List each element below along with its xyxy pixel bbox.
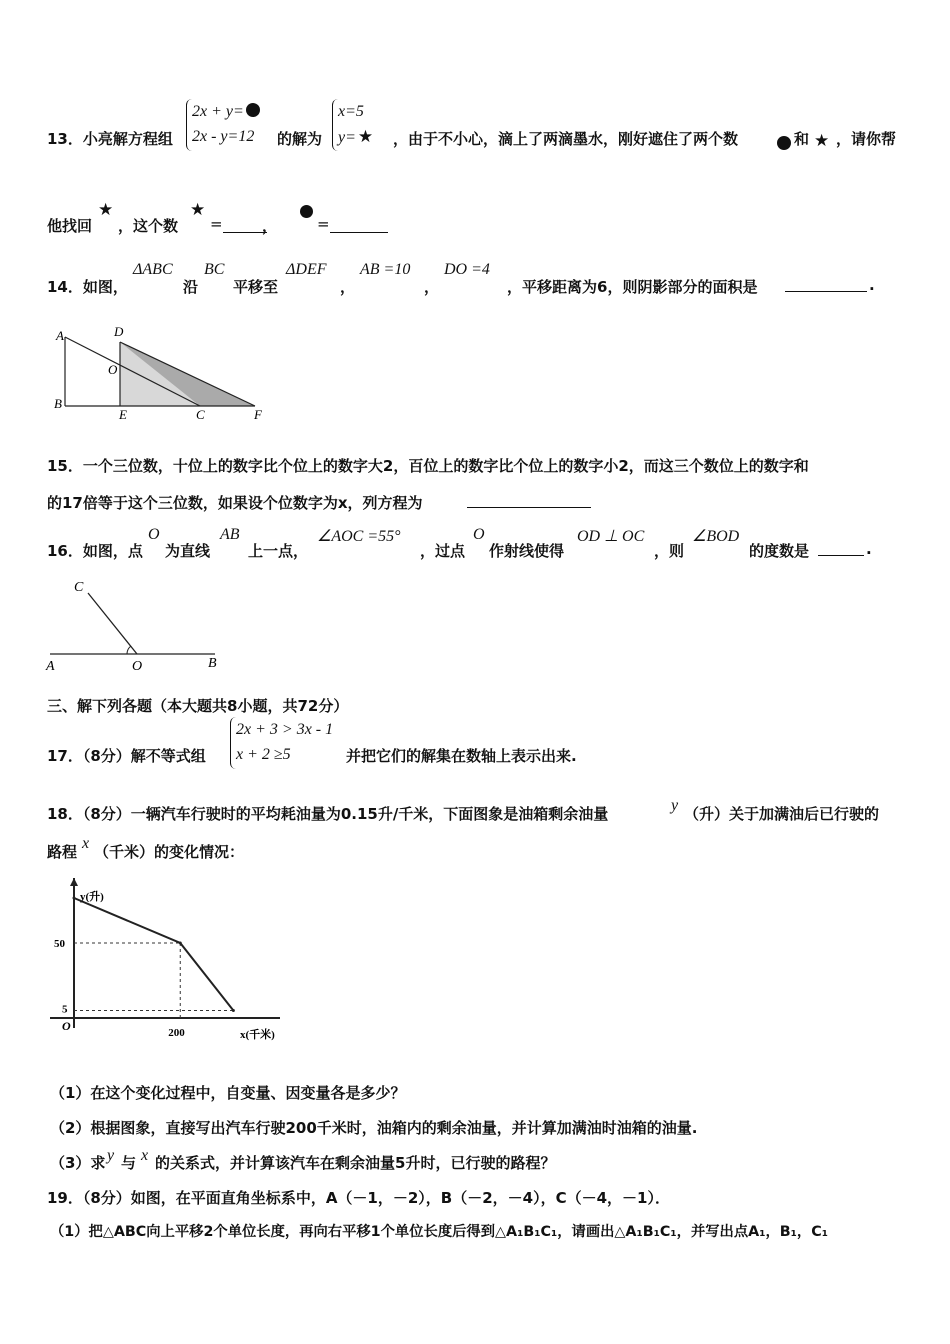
label-o: O: [108, 362, 118, 377]
y-axis-label: y(升): [80, 891, 104, 903]
q14-suffix: ，平移距离为6，则阴影部分的面积是: [507, 278, 758, 296]
q13-sol-row2: y=: [338, 129, 356, 146]
q15-line2: 的17倍等于这个三位数，如果设个位数字为x，列方程为: [47, 494, 423, 512]
data-point: [179, 942, 182, 945]
q13-sol-row1: x=5: [338, 103, 364, 120]
q18-line2b: （千米）的变化情况：: [94, 843, 245, 861]
label-c: C: [196, 407, 205, 422]
x-axis-label: x(千米): [240, 1029, 275, 1041]
q13-prefix: 13．小亮解方程组: [47, 130, 173, 148]
series-line: [74, 898, 233, 1011]
y-axis-arrow: [70, 878, 78, 886]
q16-ab: AB: [220, 526, 240, 543]
ink-blot-star-icon: ★: [814, 131, 830, 151]
answer-blank-star[interactable]: [223, 218, 267, 233]
q13-equation-system: [186, 99, 260, 151]
q13-text-a: ，由于不小心，滴上了两滴墨水，刚好遮住了两个数: [393, 130, 739, 148]
q13-eq-star: =: [210, 215, 267, 233]
label-e: E: [119, 407, 127, 422]
answer-blank-circle[interactable]: [330, 218, 388, 233]
label-c: C: [74, 580, 84, 595]
q13-solution: [332, 99, 373, 151]
y-tick-label: 50: [54, 938, 65, 950]
ink-blot-circle-icon: [246, 103, 260, 117]
label-b: B: [208, 656, 217, 671]
star-icon: ★: [190, 200, 206, 220]
q14-along: 沿: [183, 278, 199, 296]
q13-line2-mid: ，这个数: [118, 217, 179, 235]
circle-icon: [300, 205, 313, 218]
q14-do: DO =4: [444, 261, 490, 278]
ink-blot-circle-icon: [777, 136, 791, 150]
q13-eq-circle: =: [317, 215, 388, 233]
ink-blot-star-icon: ★: [357, 127, 374, 146]
fuel-chart: [40, 870, 290, 1050]
q18-sub3: 的关系式，并计算该汽车在剩余油量5升时，已行驶的路程？: [155, 1154, 556, 1172]
q13-sys-row2: 2x - y=12: [192, 128, 255, 145]
label-a: A: [56, 328, 64, 343]
q13-text-b: ，请你帮: [836, 130, 897, 148]
q14-tri1: ΔABC: [133, 261, 173, 278]
label-a: A: [46, 659, 55, 674]
label-d: D: [114, 324, 124, 339]
q17-row1: 2x + 3 > 3x - 1: [236, 721, 334, 738]
q14-prefix: 14．如图，: [47, 278, 128, 296]
q13-sys-row1: 2x + y=: [192, 103, 244, 120]
q16-perp: OD ⊥ OC: [577, 528, 645, 545]
q19-line2: （1）把△ABC向上平移2个单位长度，再向右平移1个单位长度后得到△A₁B₁C₁，请画出△A₁B₁C₁，并写出点A₁，B₁，C₁: [50, 1224, 828, 1240]
label-f: F: [254, 407, 262, 422]
q16-figure: [40, 575, 230, 675]
q18-sub1: （1）在这个变化过程中，自变量、因变量各是多少？: [50, 1084, 406, 1102]
q15-line1: 15．一个三位数，十位上的数字比个位上的数字大2，百位上的数字比个位上的数字小2，而这三个数位上的数字和: [47, 457, 809, 475]
q13-and: 和: [794, 130, 810, 148]
q15-answer-blank[interactable]: [467, 492, 591, 508]
q14-tri2: ΔDEF: [286, 261, 327, 278]
q16-bod: ∠BOD: [692, 528, 740, 545]
star-icon: ★: [98, 200, 114, 220]
y-tick-label: 5: [62, 1003, 68, 1016]
q17-row2: x + 2 ≥5: [236, 746, 291, 763]
section-title: 三、解下列各题（本大题共8小题，共72分）: [47, 697, 349, 715]
ray-oc: [88, 593, 137, 654]
data-point: [73, 897, 76, 900]
q16-angle: ∠AOC =55°: [317, 528, 401, 545]
q16-prefix: 16．如图，点: [47, 542, 143, 560]
q17-inequality-system: [230, 717, 333, 769]
q14-figure: [40, 322, 280, 422]
angle-arc: [127, 646, 131, 654]
q18-line1a: 18．（8分）一辆汽车行驶时的平均耗油量为0.15升/千米，下面图象是油箱剩余油量: [47, 805, 609, 823]
q19-line1: 19．（8分）如图，在平面直角坐标系中，A（－1，－2），B（－2，－4），C（－4，－1）．: [47, 1189, 670, 1207]
label-b: B: [54, 396, 62, 411]
q18-sub2: （2）根据图象，直接写出汽车行驶200千米时，油箱内的剩余油量，并计算加满油时油箱的油量.: [50, 1119, 698, 1137]
q14-seg: BC: [204, 261, 225, 278]
data-point: [232, 1009, 235, 1012]
q13-mid: 的解为: [277, 130, 323, 148]
q18-line1b: （升）关于加满油后已行驶的: [684, 805, 880, 823]
origin-label: O: [62, 1019, 71, 1033]
q17-suffix: 并把它们的解集在数轴上表示出来.: [346, 747, 577, 765]
q14-answer-blank[interactable]: [785, 276, 867, 292]
q14-move-to: 平移至: [233, 278, 279, 296]
q16-answer-blank[interactable]: [818, 540, 864, 556]
q13-line2-prefix: 他找回: [47, 217, 93, 235]
q17-prefix: 17．（8分）解不等式组: [47, 747, 206, 765]
label-o: O: [132, 659, 143, 674]
q14-ab: AB =10: [360, 261, 411, 278]
x-tick-label: 200: [168, 1027, 185, 1039]
